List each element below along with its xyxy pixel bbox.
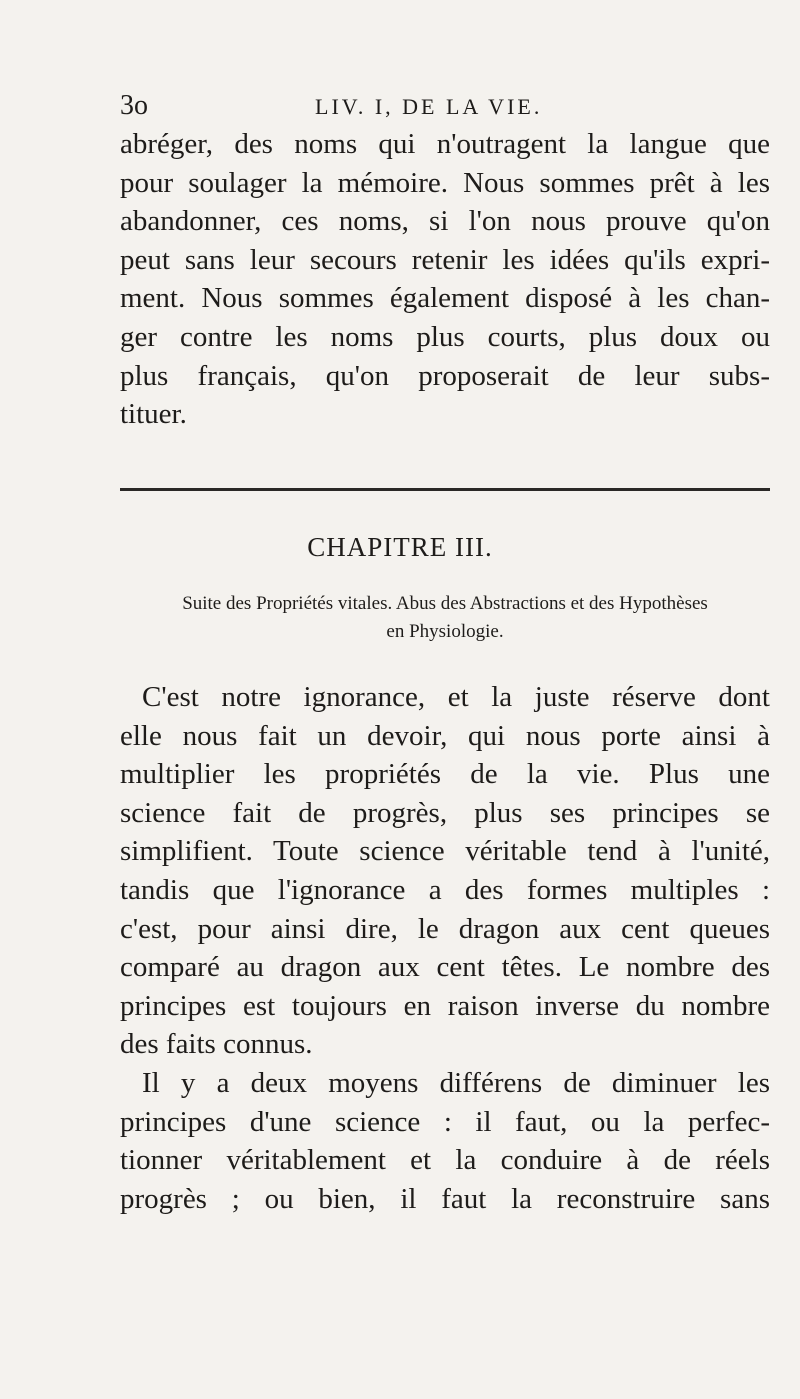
text-line: peut sans leur secours retenir les idées qu'ils expri-	[120, 243, 770, 276]
subtitle-line: Suite des Propriétés vitales. Abus des Abstractions et des Hypothèses	[182, 593, 708, 614]
text-line: ger contre les noms plus courts, plus doux ou	[120, 320, 770, 353]
subtitle-line: en Physiologie.	[386, 621, 504, 642]
chapter-subtitle	[120, 590, 770, 646]
text-line: elle nous fait un devoir, qui nous porte ainsi à	[120, 719, 770, 752]
running-title: LIV. I, DE LA VIE.	[315, 94, 543, 119]
text-line: c'est, pour ainsi dire, le dragon aux cent queues	[120, 912, 770, 945]
text-line: principes est toujours en raison inverse du nombre	[120, 989, 770, 1022]
text-line: progrès ; ou bien, il faut la reconstruire sans	[120, 1182, 770, 1215]
text-line: science fait de progrès, plus ses principes se	[120, 796, 770, 829]
text-line: tandis que l'ignorance a des formes multiples :	[120, 873, 770, 906]
chapter-body	[120, 678, 770, 1218]
chapter-title: CHAPITRE III.	[307, 532, 493, 562]
section-divider	[120, 488, 770, 491]
text-line: des faits connus.	[120, 1028, 313, 1061]
text-line: C'est notre ignorance, et la juste réserve dont	[142, 681, 770, 713]
text-line: principes d'une science : il faut, ou la perfec-	[120, 1105, 770, 1138]
text-line: pour soulager la mémoire. Nous sommes prêt à les	[120, 166, 770, 199]
running-head	[120, 90, 770, 130]
text-line: tituer.	[120, 398, 187, 431]
text-line: comparé au dragon aux cent têtes. Le nombre des	[120, 951, 770, 984]
text-line: multiplier les propriétés de la vie. Plus une	[120, 758, 770, 791]
text-line: abandonner, ces noms, si l'on nous prouve qu'on	[120, 205, 770, 238]
text-line: plus français, qu'on proposerait de leur subs-	[120, 359, 770, 392]
paragraph-continuation	[120, 125, 770, 434]
text-line: simplifient. Toute science véritable tend à l'unité,	[120, 835, 770, 868]
text-line: tionner véritablement et la conduire à de réels	[120, 1144, 770, 1177]
page-number: 3o	[120, 90, 148, 121]
text-line: abréger, des noms qui n'outragent la langue que	[120, 128, 770, 160]
text-line: ment. Nous sommes également disposé à les chan-	[120, 282, 770, 315]
text-line: Il y a deux moyens différens de diminuer les	[142, 1066, 770, 1099]
